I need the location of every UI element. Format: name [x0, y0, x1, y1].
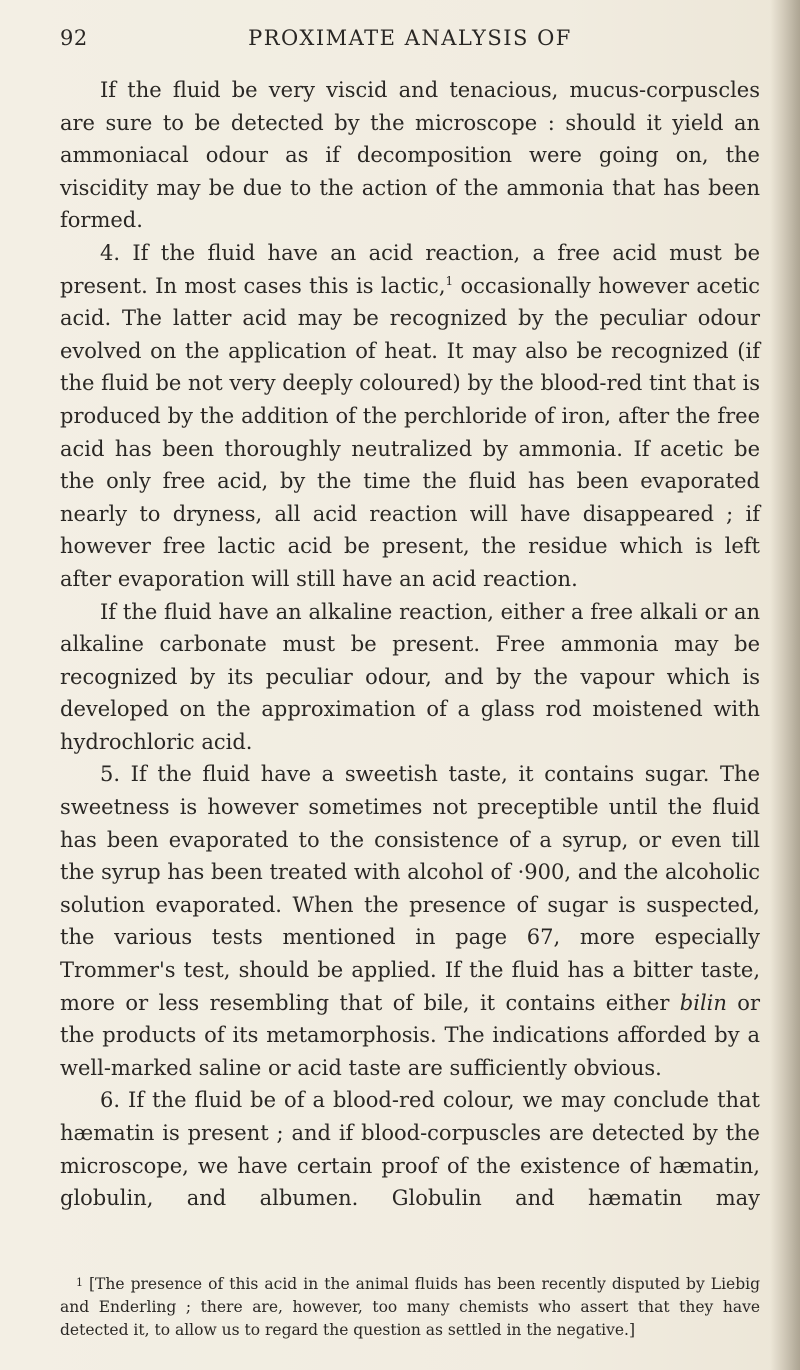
footnote-body: [The presence of this acid in the animal fluids has been recently disputed by Liebig and Enderling ; there are, however, too many chemists who assert that they have detected it, to allow us to regard the question as settled in the negative.] [60, 1275, 760, 1339]
paragraph-text: occasionally however acetic acid. The latter acid may be recognized by the peculiar odour evolved on the application of heat. It may also be recognized (if the fluid be not very deeply coloured) by the blood-red tint that is produced by the addition of the perchloride of iron, after the free acid has been thoroughly neutralized by ammonia. If acetic be the only free acid, by the time the fluid has been evaporated nearly to dryness, all acid reaction will have disappeared ; if however free lactic acid be present, the residue which is left after evaporation will still have an acid reaction. [60, 273, 761, 591]
page-number: 92 [60, 26, 88, 50]
footnote-text [60, 1271, 760, 1342]
paragraph-sweetish-taste [60, 758, 760, 1084]
page-header [60, 26, 760, 60]
italic-term: bilin [679, 990, 727, 1015]
paragraph-alkaline-reaction: If the fluid have an alkaline reaction, either a free alkali or an alkaline carbonate must be present. Free ammonia may be recognized by its peculiar odour, and by the vapour which is developed on the approximation of a glass rod moistened with hydrochloric acid. [60, 599, 760, 754]
body-text [60, 74, 760, 1215]
paragraph-text: or the products of its metamorphosis. The indications afforded by a well-marked saline or acid taste are sufficiently obvious. [60, 990, 760, 1080]
running-head: PROXIMATE ANALYSIS OF [248, 26, 572, 50]
footnote [60, 1271, 760, 1342]
paragraph-viscid: If the fluid be very viscid and tenacious, mucus-corpuscles are sure to be detected by the microscope : should it yield an ammoniacal odour as if decomposition were going on, the viscidity may be due to the action of the ammonia that has been formed. [60, 78, 760, 233]
paragraph-acid-reaction [60, 237, 760, 596]
paragraph-blood-red: 6. If the fluid be of a blood-red colour, we may conclude that hæmatin is present ; and if blood-corpuscles are detected by the microscope, we have certain proof of the existence of hæmatin, globulin, and albumen. Globulin and hæmatin may [60, 1088, 760, 1211]
footnote-reference: 1 [445, 273, 454, 288]
page-edge-shadow [770, 0, 800, 1370]
paragraph-text: 4. If the fluid have an acid reaction, a free acid must be present. In most cases this is lactic, [60, 240, 760, 298]
paragraph-text: 5. If the fluid have a sweetish taste, it contains sugar. The sweetness is however sometimes not preceptible until the fluid has been evaporated to the consistence of a syrup, or even till the syrup has been treated with alcohol of ·900, and the alcoholic solution evaporated. When the presence of sugar is suspected, the various tests mentioned in page 67, more especially Trommer's test, should be applied. If the fluid has a bitter taste, more or less resembling that of bile, it contains either [60, 762, 760, 1015]
footnote-marker: 1 [76, 1276, 83, 1289]
